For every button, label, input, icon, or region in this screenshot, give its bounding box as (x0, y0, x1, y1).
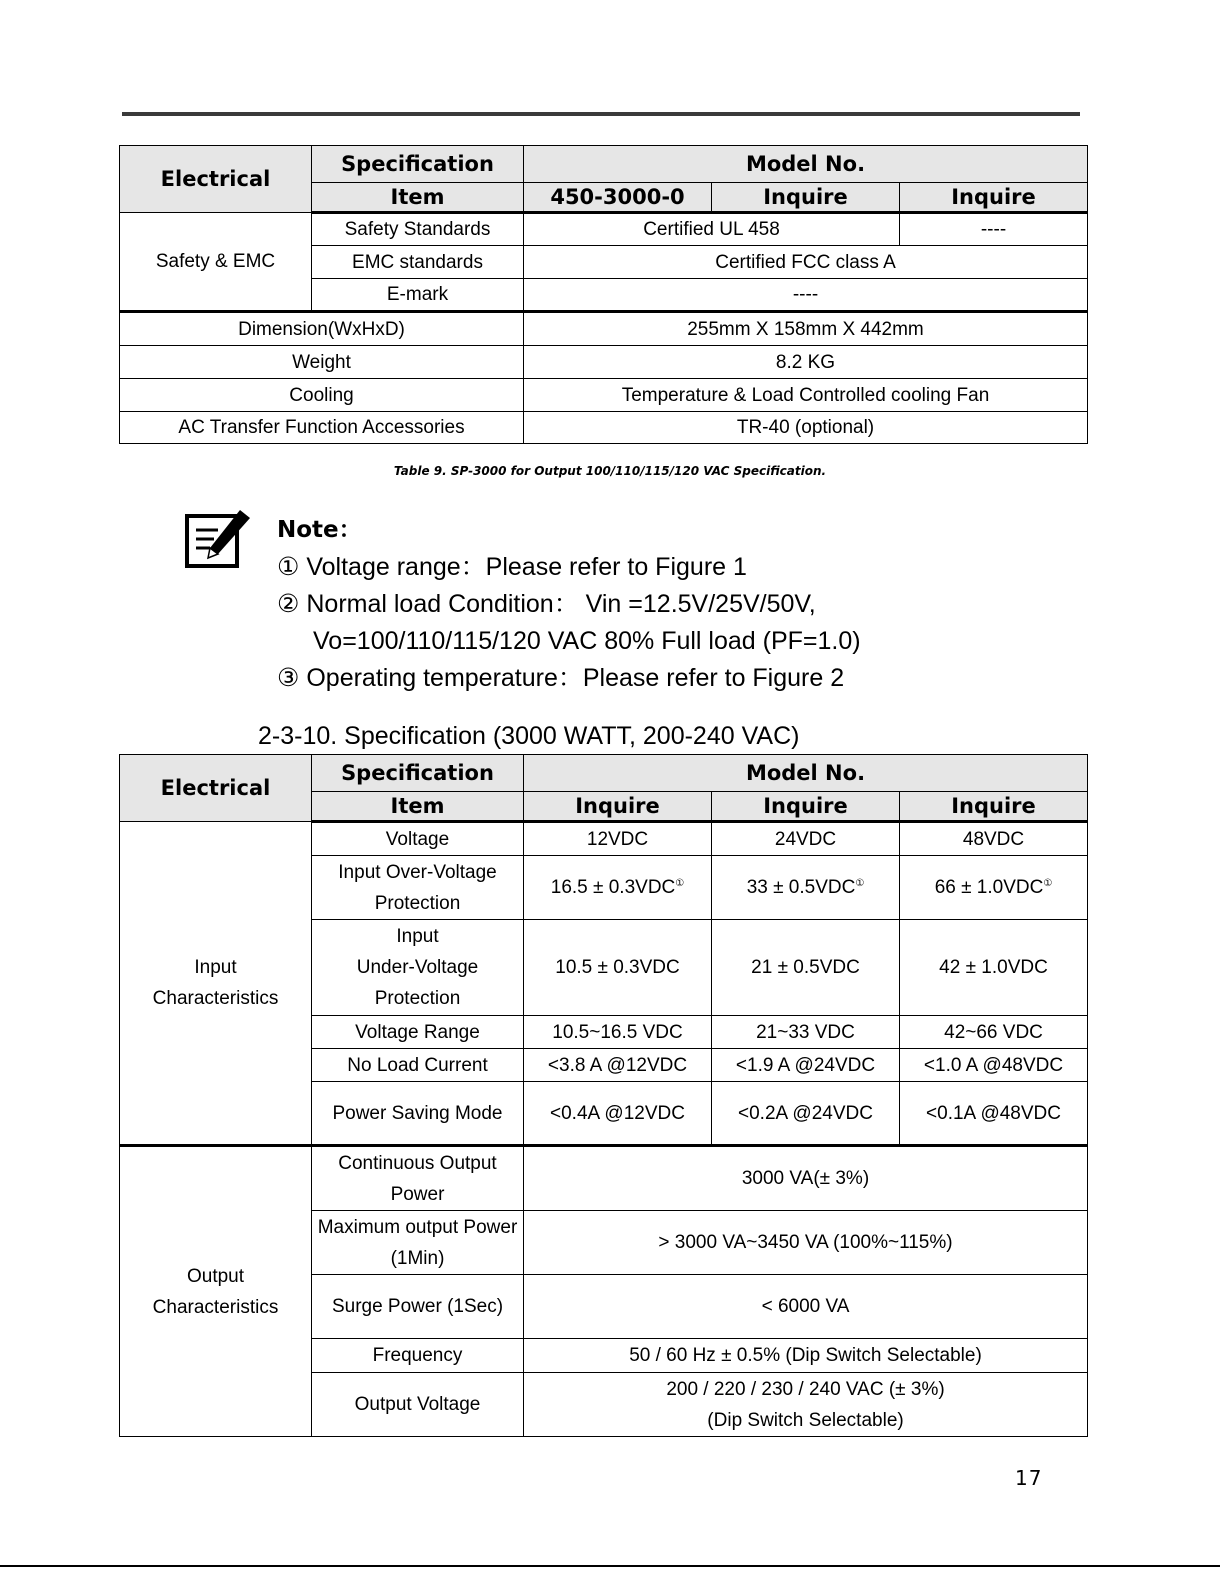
value-e-mark: ---- (524, 279, 1088, 312)
footnote-marker: ① (675, 878, 685, 889)
section-heading: 2-3-10. Specification (3000 WATT, 200-240 VAC) (258, 722, 800, 750)
value-ovp-24v (712, 856, 900, 920)
item-uvp-line1: Input (396, 926, 439, 947)
item-uvp-line3: Protection (374, 988, 461, 1009)
item-dimension: Dimension(WxHxD) (120, 312, 524, 346)
header-model-2: Inquire (712, 183, 900, 213)
header-model-3: Inquire (900, 183, 1088, 213)
value-ovp-48v-text: 66 ± 1.0VDC (934, 877, 1044, 898)
value-voltage-24v: 24VDC (712, 822, 900, 856)
page-number: 17 (1015, 1466, 1043, 1490)
value-noload-24v: <1.9 A @24VDC (712, 1049, 900, 1082)
item-e-mark: E-mark (312, 279, 524, 312)
value-safety-standards-3: ---- (900, 213, 1088, 246)
spec-table-240vac (119, 754, 1088, 1437)
value-ovp-12v-text: 16.5 ± 0.3VDC (550, 877, 676, 898)
header-model-1: 450-3000-0 (524, 183, 712, 213)
note-pencil-icon (184, 508, 254, 570)
note-block (277, 512, 861, 697)
header-electrical: Electrical (120, 755, 312, 822)
group-output-characteristics (120, 1146, 312, 1437)
item-input-under-voltage (312, 920, 524, 1016)
header-model-3: Inquire (900, 792, 1088, 822)
value-range-48v: 42~66 VDC (900, 1016, 1088, 1049)
header-model-no: Model No. (524, 146, 1088, 183)
item-continuous-output: Continuous Output Power (312, 1146, 524, 1211)
value-range-24v: 21~33 VDC (712, 1016, 900, 1049)
value-voltage-12v: 12VDC (524, 822, 712, 856)
value-noload-48v: <1.0 A @48VDC (900, 1049, 1088, 1082)
value-safety-standards: Certified UL 458 (524, 213, 900, 246)
value-noload-12v: <3.8 A @12VDC (524, 1049, 712, 1082)
value-ovp-48v (900, 856, 1088, 920)
header-specification: Specification (312, 146, 524, 183)
header-model-1: Inquire (524, 792, 712, 822)
item-surge-power: Surge Power (1Sec) (312, 1275, 524, 1339)
header-model-no: Model No. (524, 755, 1088, 792)
value-saving-12v: <0.4A @12VDC (524, 1082, 712, 1146)
value-uvp-48v: 42 ± 1.0VDC (900, 920, 1088, 1016)
spec-table-120vac (119, 145, 1088, 444)
note-title: Note： (277, 517, 362, 543)
value-uvp-12v: 10.5 ± 0.3VDC (524, 920, 712, 1016)
header-model-2: Inquire (712, 792, 900, 822)
group-output-line2: Characteristics (152, 1296, 279, 1318)
value-output-voltage-line1: 200 / 220 / 230 / 240 VAC (± 3%) (666, 1378, 945, 1400)
value-surge-power: < 6000 VA (524, 1275, 1088, 1339)
item-weight: Weight (120, 346, 524, 379)
value-weight: 8.2 KG (524, 346, 1088, 379)
item-voltage-range: Voltage Range (312, 1016, 524, 1049)
value-uvp-24v: 21 ± 0.5VDC (712, 920, 900, 1016)
footnote-marker: ① (855, 878, 865, 889)
table-caption: Table 9. SP-3000 for Output 100/110/115/120 VAC Specification. (393, 464, 827, 478)
bottom-rule (0, 1565, 1220, 1567)
item-uvp-line2: Under-Voltage (356, 957, 479, 978)
header-specification: Specification (312, 755, 524, 792)
item-no-load-current: No Load Current (312, 1049, 524, 1082)
note-line-2: ② Normal load Condition： Vin =12.5V/25V/50V, (277, 590, 816, 618)
note-line-4: ③ Operating temperature：Please refer to Figure 2 (277, 664, 845, 692)
item-ac-transfer: AC Transfer Function Accessories (120, 412, 524, 444)
group-safety-emc: Safety & EMC (120, 213, 312, 312)
value-output-voltage (524, 1373, 1088, 1437)
footnote-marker: ① (1043, 878, 1053, 889)
header-item: Item (312, 183, 524, 213)
item-frequency: Frequency (312, 1339, 524, 1373)
value-saving-24v: <0.2A @24VDC (712, 1082, 900, 1146)
header-item: Item (312, 792, 524, 822)
item-voltage: Voltage (312, 822, 524, 856)
item-emc-standards: EMC standards (312, 246, 524, 279)
group-output-line1: Output (186, 1265, 245, 1287)
value-dimension: 255mm X 158mm X 442mm (524, 312, 1088, 346)
value-continuous-output: 3000 VA(± 3%) (524, 1146, 1088, 1211)
item-maximum-output: Maximum output Power (1Min) (312, 1211, 524, 1275)
group-input-characteristics (120, 822, 312, 1146)
value-range-12v: 10.5~16.5 VDC (524, 1016, 712, 1049)
value-emc-standards: Certified FCC class A (524, 246, 1088, 279)
value-ac-transfer: TR-40 (optional) (524, 412, 1088, 444)
value-maximum-output: > 3000 VA~3450 VA (100%~115%) (524, 1211, 1088, 1275)
item-input-over-voltage: Input Over-Voltage Protection (312, 856, 524, 920)
value-saving-48v: <0.1A @48VDC (900, 1082, 1088, 1146)
header-electrical: Electrical (120, 146, 312, 213)
group-input-line1: Input (194, 957, 237, 978)
item-cooling: Cooling (120, 379, 524, 412)
value-output-voltage-line2: (Dip Switch Selectable) (707, 1409, 904, 1431)
note-line-3: Vo=100/110/115/120 VAC 80% Full load (PF=1.0) (313, 627, 861, 655)
top-rule (122, 112, 1080, 116)
item-power-saving: Power Saving Mode (312, 1082, 524, 1146)
item-output-voltage: Output Voltage (312, 1373, 524, 1437)
value-cooling: Temperature & Load Controlled cooling Fan (524, 379, 1088, 412)
item-safety-standards: Safety Standards (312, 213, 524, 246)
group-input-line2: Characteristics (152, 988, 279, 1009)
note-line-1: ① Voltage range：Please refer to Figure 1 (277, 553, 747, 581)
value-ovp-12v (524, 856, 712, 920)
value-voltage-48v: 48VDC (900, 822, 1088, 856)
value-ovp-24v-text: 33 ± 0.5VDC (746, 877, 856, 898)
value-frequency: 50 / 60 Hz ± 0.5% (Dip Switch Selectable) (524, 1339, 1088, 1373)
